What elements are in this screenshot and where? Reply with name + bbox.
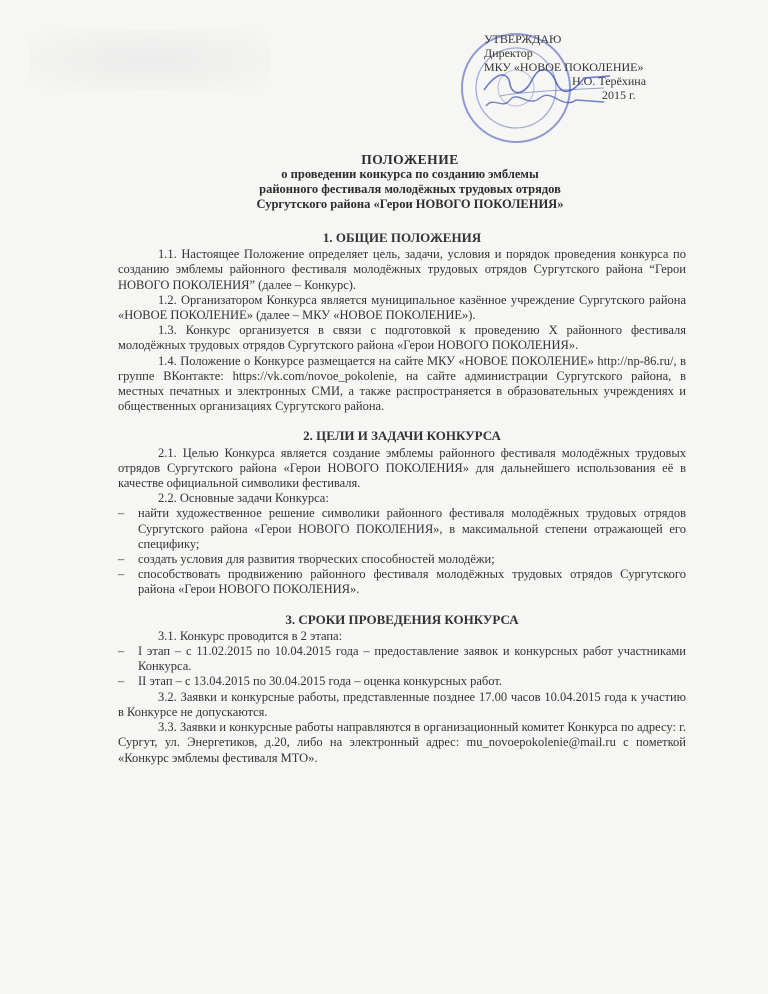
paragraph-3-1: 3.1. Конкурс проводится в 2 этапа: xyxy=(158,628,343,643)
title-line-2: районного фестиваля молодёжных трудовых отрядов xyxy=(259,182,561,196)
organization-name: МКУ «НОВОЕ ПОКОЛЕНИЕ» xyxy=(484,60,644,74)
paragraph-1-3: 1.3. Конкурс организуется в связи с подготовкой к проведению X районного фестиваля молодёжных трудовых отрядов Сургутского района «Герои НОВОГО ПОКОЛЕНИЯ». xyxy=(118,323,686,353)
paragraph-3-2: 3.2. Заявки и конкурсные работы, представленные позднее 17.00 часов 10.04.2015 года к участию в Конкурсе не допускаются. xyxy=(118,689,686,719)
paragraph-2-2: 2.2. Основные задачи Конкурса: xyxy=(158,491,329,506)
paragraph-3-3: 3.3. Заявки и конкурсные работы направляются в организационный комитет Конкурса по адресу: г. Сургут, ул. Энергетиков, д.20, либо на электронный адрес: mu_novoepokolenie@mail.ru с пометкой «Конкурс эмблемы фестиваля МТО». xyxy=(118,720,686,765)
director-position: Директор xyxy=(484,46,533,60)
list-item: – создать условия для развития творческих способностей молодёжи; xyxy=(118,552,495,567)
section-2-heading: 2. ЦЕЛИ И ЗАДАЧИ КОНКУРСА xyxy=(303,428,501,444)
document-title xyxy=(160,152,660,212)
list-item: – I этап – с 11.02.2015 по 10.04.2015 года – предоставление заявок и конкурсных работ участниками Конкурса. xyxy=(118,644,686,674)
handwritten-date xyxy=(480,88,610,118)
title-line-3: Сургутского района «Герои НОВОГО ПОКОЛЕНИЯ» xyxy=(256,197,564,211)
director-name: Н.О. Терёхина xyxy=(572,74,647,88)
paragraph-1-4: 1.4. Положение о Конкурсе размещается на сайте МКУ «НОВОЕ ПОКОЛЕНИЕ» http://np-86.ru/, в группе ВКонтакте: https://vk.com/novoe_pokolenie, на сайте администрации Сургутского района, в местных печатных и электронных СМИ, а также распространяется в образовательных учреждениях и общественных организациях Сургутского района. xyxy=(118,353,686,414)
title-line-1: о проведении конкурса по созданию эмблемы xyxy=(281,167,539,181)
document-body xyxy=(118,230,686,766)
list-item: – найти художественное решение символики районного фестиваля молодёжных трудовых отрядов Сургутского района «Герои НОВОГО ПОКОЛЕНИЯ», в максимальной степени отражающей его специфику; xyxy=(118,506,686,551)
paragraph-1-1: 1.1. Настоящее Положение определяет цель, задачи, условия и порядок проведения конкурса по созданию эмблемы районного фестиваля молодёжных трудовых отрядов Сургутского района “Герои НОВОГО ПОКОЛЕНИЯ” (далее – Конкурс). xyxy=(118,247,686,292)
section-3-heading: 3. СРОКИ ПРОВЕДЕНИЯ КОНКУРСА xyxy=(285,611,519,627)
paragraph-2-1: 2.1. Целью Конкурса является создание эмблемы районного фестиваля молодёжных трудовых отрядов Сургутского района «Герои НОВОГО ПОКОЛЕНИЯ» для дальнейшего использования её в качестве официальной символики фестиваля. xyxy=(118,445,686,491)
section-1-heading: 1. ОБЩИЕ ПОЛОЖЕНИЯ xyxy=(322,230,482,245)
title-main: ПОЛОЖЕНИЕ xyxy=(361,152,459,167)
approval-year: 2015 г. xyxy=(602,88,636,102)
list-item: – способствовать продвижению районного фестиваля молодёжных трудовых отрядов Сургутского района «Герои НОВОГО ПОКОЛЕНИЯ». xyxy=(118,567,686,597)
approve-label: УТВЕРЖДАЮ xyxy=(484,32,562,46)
list-item: – II этап – с 13.04.2015 по 30.04.2015 года – оценка конкурсных работ. xyxy=(118,674,503,689)
paragraph-1-2: 1.2. Организатором Конкурса является муниципальное казённое учреждение Сургутского района «НОВОЕ ПОКОЛЕНИЕ» (далее – МКУ «НОВОЕ ПОКОЛЕНИЕ»). xyxy=(118,292,686,323)
